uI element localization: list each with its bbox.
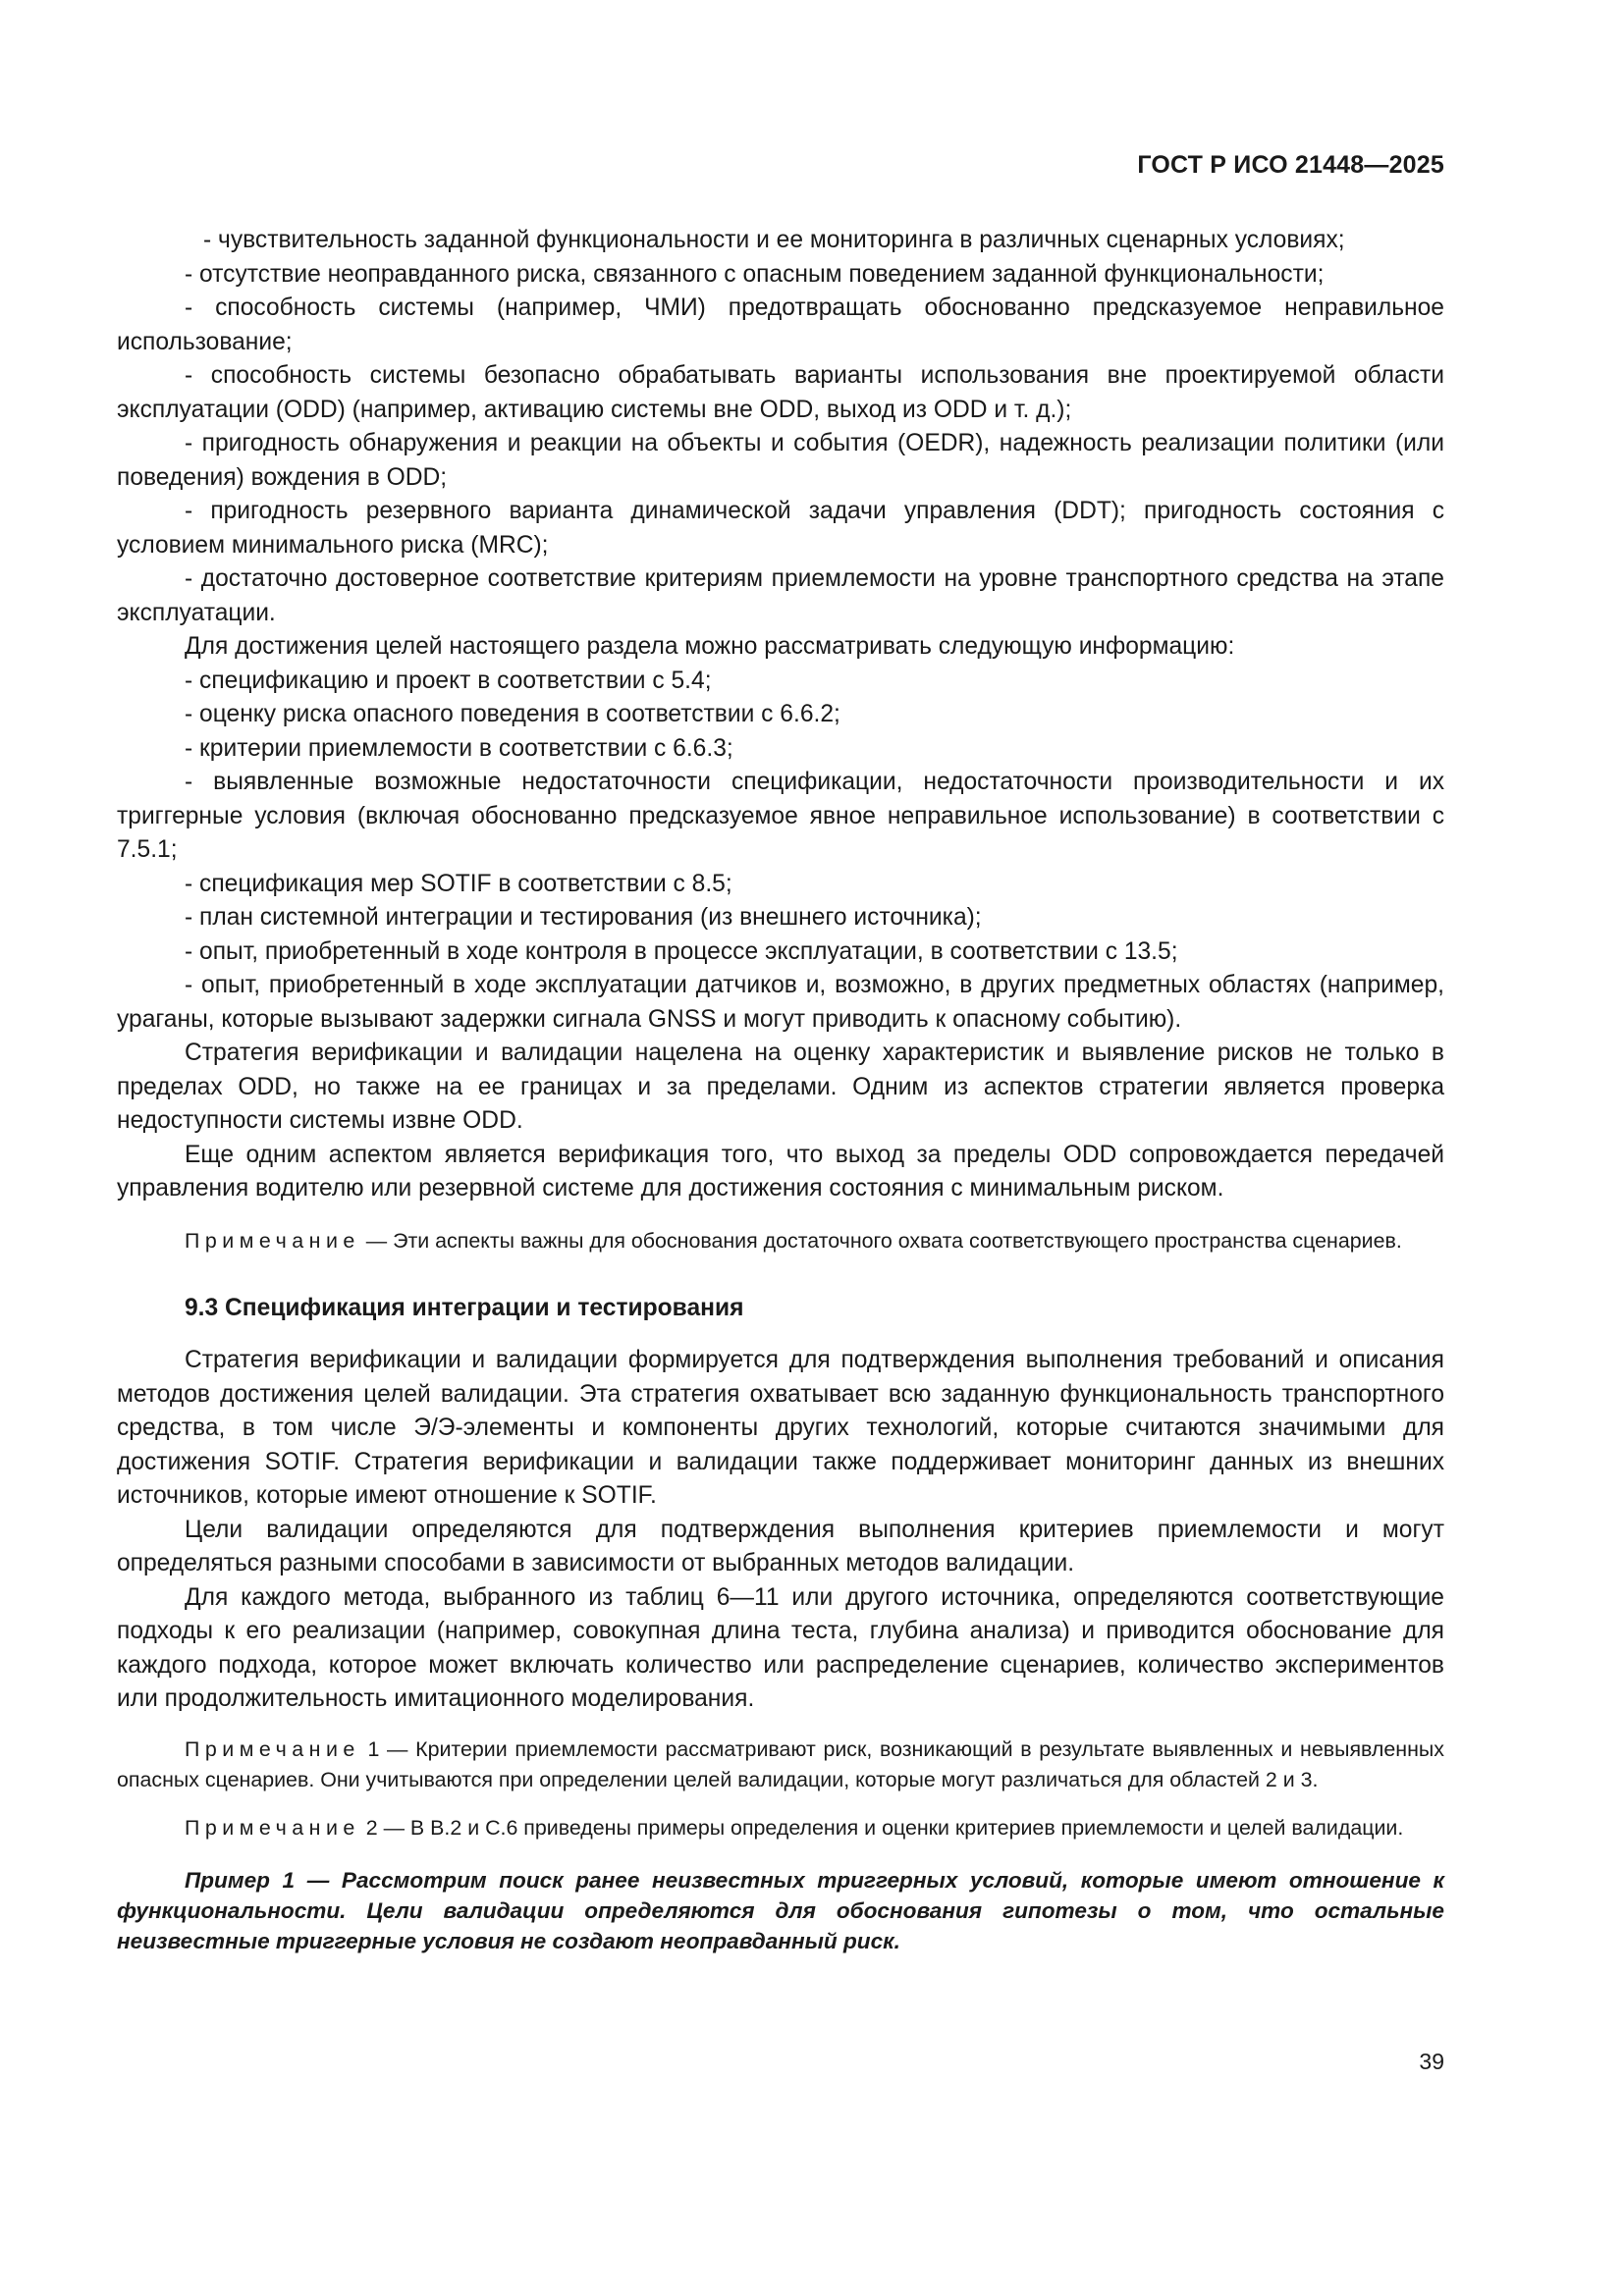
paragraph: Цели валидации определяются для подтверждения выполнения критериев приемлемости и могут определяться разными способами в зависимости от выбранных методов валидации.	[117, 1516, 1444, 1576]
note-text: 2 — В В.2 и С.6 приведены примеры определения и оценки критериев приемлемости и целей валидации.	[359, 1815, 1404, 1840]
list-item: - спецификацию и проект в соответствии с 5.4;	[185, 667, 712, 694]
note	[117, 1813, 1444, 1843]
note	[117, 1735, 1444, 1795]
list-item: - опыт, приобретенный в ходе эксплуатации датчиков и, возможно, в других предметных областях (например, ураганы, которые вызывают задержки сигнала GNSS и могут приводить к опасному событию).	[117, 972, 1444, 1033]
list-item: - достаточно достоверное соответствие критериям приемлемости на уровне транспортного средства на этапе эксплуатации.	[117, 565, 1444, 626]
list-item: - способность системы безопасно обрабатывать варианты использования вне проектируемой области эксплуатации (ODD) (например, активацию системы вне ODD, выход из ODD и т. д.);	[117, 362, 1444, 423]
paragraph: Стратегия верификации и валидации нацелена на оценку характеристик и выявление рисков не только в пределах ODD, но также на ее границах и за пределами. Одним из аспектов стратегии является проверка недоступности системы извне ODD.	[117, 1040, 1444, 1134]
list-item: - пригодность обнаружения и реакции на объекты и события (OEDR), надежность реализации политики (или поведения) вождения в ODD;	[117, 430, 1444, 491]
list-item: - спецификация мер SOTIF в соответствии с 8.5;	[185, 870, 732, 897]
section-text	[117, 1344, 1444, 1717]
list-item: - опыт, приобретенный в ходе контроля в процессе эксплуатации, в соответствии с 13.5;	[185, 937, 1178, 965]
note-text: — Эти аспекты важны для обоснования достаточного охвата соответствующего пространства сценариев.	[359, 1228, 1402, 1253]
note	[117, 1226, 1444, 1256]
note-label: Примечание	[185, 1815, 360, 1840]
document-code-header: ГОСТ Р ИСО 21448—2025	[1137, 151, 1444, 179]
list-item: - критерии приемлемости в соответствии с 6.6.3;	[185, 734, 733, 762]
paragraph: Для каждого метода, выбранного из таблиц 6—11 или другого источника, определяются соответствующие подходы к его реализации (например, совокупная длина теста, глубина анализа) и приводится обоснование для каждого подхода, которое может включать количество или распределение сценариев, количество экспериментов или продолжительность имитационного моделирования.	[117, 1583, 1444, 1712]
list-item: - пригодность резервного варианта динамической задачи управления (DDT); пригодность состояния с условием минимального риска (MRC);	[117, 498, 1444, 559]
page-number: 39	[1419, 2049, 1444, 2074]
list-item: - выявленные возможные недостаточности спецификации, недостаточности производительности и их триггерные условия (включая обоснованно предсказуемое явное неправильное использование) в соответствии с 7.5.1;	[117, 769, 1444, 863]
page-content	[117, 224, 1444, 1956]
list-item: - способность системы (например, ЧМИ) предотвращать обоснованно предсказуемое неправильное использование;	[117, 294, 1444, 355]
note-label: Примечание	[185, 1228, 360, 1253]
list-item: - план системной интеграции и тестирования (из внешнего источника);	[185, 904, 982, 931]
section-heading: 9.3 Спецификация интеграции и тестирования	[185, 1294, 744, 1321]
example-paragraph: Пример 1 — Рассмотрим поиск ранее неизвестных триггерных условий, которые имеют отношение к функциональности. Цели валидации определяются для обоснования гипотезы о том, что остальные неизвестные триггерные условия не создают неоправданный риск.	[117, 1867, 1444, 1953]
paragraph: Еще одним аспектом является верификация того, что выход за пределы ODD сопровождается передачей управления водителю или резервной системе для достижения состояния с минимальным риском.	[117, 1141, 1444, 1201]
list-item: - чувствительность заданной функциональности и ее мониторинга в различных сценарных условиях;	[203, 227, 1345, 253]
note-text: 1 — Критерии приемлемости рассматривают риск, возникающий в результате выявленных и невыявленных опасных сценариев. Они учитываются при определении целей валидации, которые могут различаться для областей 2 и 3.	[117, 1736, 1444, 1791]
list-item: - отсутствие неоправданного риска, связанного с опасным поведением заданной функциональности;	[185, 260, 1325, 288]
paragraph: Стратегия верификации и валидации формируется для подтверждения выполнения требований и описания методов достижения целей валидации. Эта стратегия охватывает всю заданную функциональность транспортного средства, в том числе Э/Э-элементы и компоненты других технологий, которые считаются значимыми для достижения SOTIF. Стратегия верификации и валидации также поддерживает мониторинг данных из внешних источников, которые имеют отношение к SOTIF.	[117, 1347, 1444, 1509]
note-label: Примечание	[185, 1736, 360, 1761]
list-item: - оценку риска опасного поведения в соответствии с 6.6.2;	[185, 701, 840, 727]
main-text	[117, 224, 1444, 1206]
paragraph: Для достижения целей настоящего раздела можно рассматривать следующую информацию:	[185, 633, 1235, 660]
